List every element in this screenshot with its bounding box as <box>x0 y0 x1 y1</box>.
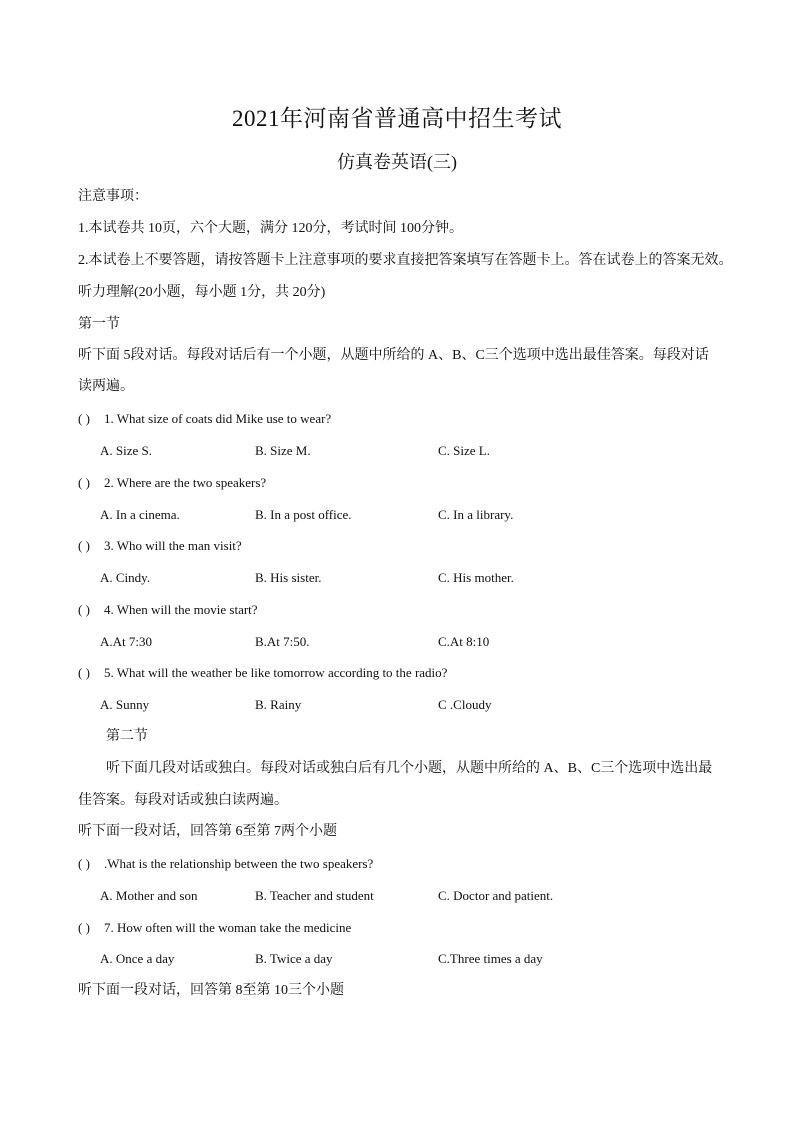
option-c: C. Doctor and patient. <box>438 888 554 903</box>
option-c: C. His mother. <box>438 570 514 585</box>
option-b: B.At 7:50. <box>255 634 310 649</box>
part2-label: 第二节 <box>106 729 148 744</box>
option-c: C.Three times a day <box>438 951 543 966</box>
question-6 <box>78 855 373 873</box>
question-text: .What is the relationship between the two speakers? <box>104 856 374 871</box>
answer-blank[interactable]: ( ) <box>78 856 90 871</box>
part1-label: 第一节 <box>78 317 120 332</box>
notes-item-2: 2.本试卷上不要答题，请按答题卡上注意事项的要求直接把答案填写在答题卡上。答在试卷上的答案无效。 <box>78 253 733 268</box>
option-a: A. Mother and son <box>100 888 198 903</box>
question-text: 3. Who will the man visit? <box>104 538 242 553</box>
question-7 <box>78 919 351 937</box>
option-a: A. Cindy. <box>100 570 151 585</box>
option-c: C .Cloudy <box>438 697 492 712</box>
question-4 <box>78 601 258 619</box>
answer-blank[interactable]: ( ) <box>78 411 90 426</box>
question-text: 7. How often will the woman take the medicine <box>104 920 352 935</box>
question-5 <box>78 664 447 682</box>
part1-instruction-line2: 读两遍。 <box>78 379 134 394</box>
question-text: 2. Where are the two speakers? <box>104 475 267 490</box>
part2-instruction-line2: 佳答案。每段对话或独白读两遍。 <box>78 793 288 808</box>
part2-group1: 听下面一段对话，回答第 6至第 7两个小题 <box>78 824 337 839</box>
option-a: A.At 7:30 <box>100 634 152 649</box>
answer-blank[interactable]: ( ) <box>78 602 90 617</box>
option-b: B. Teacher and student <box>255 888 374 903</box>
option-c: C. In a library. <box>438 507 514 522</box>
option-a: A. Once a day <box>100 951 175 966</box>
option-b: B. His sister. <box>255 570 322 585</box>
question-text: 1. What size of coats did Mike use to wear? <box>104 411 332 426</box>
option-a: A. Size S. <box>100 443 152 458</box>
section-heading: 听力理解(20小题，每小题 1分，共 20分) <box>78 285 326 300</box>
part2-group2: 听下面一段对话，回答第 8至第 10三个小题 <box>78 983 344 998</box>
page-title: 2021年河南省普通高中招生考试 <box>232 106 562 131</box>
option-a: A. Sunny <box>100 697 150 712</box>
notes-heading: 注意事项： <box>78 189 148 204</box>
page-subtitle: 仿真卷英语(三) <box>337 152 457 172</box>
question-1 <box>78 410 331 428</box>
option-b: B. Size M. <box>255 443 311 458</box>
answer-blank[interactable]: ( ) <box>78 920 90 935</box>
answer-blank[interactable]: ( ) <box>78 475 90 490</box>
option-b: B. Twice a day <box>255 951 333 966</box>
answer-blank[interactable]: ( ) <box>78 538 90 553</box>
option-a: A. In a cinema. <box>100 507 180 522</box>
question-text: 5. What will the weather be like tomorrow according to the radio? <box>104 665 448 680</box>
option-b: B. In a post office. <box>255 507 352 522</box>
part1-instruction-line1: 听下面 5段对话。每段对话后有一个小题，从题中所给的 A、B、C三个选项中选出最佳答案。每段对话 <box>78 348 709 363</box>
option-c: C.At 8:10 <box>438 634 490 649</box>
part2-instruction-line1: 听下面几段对话或独白。每段对话或独白后有几个小题，从题中所给的 A、B、C三个选项中选出最 <box>106 761 713 776</box>
question-text: 4. When will the movie start? <box>104 602 258 617</box>
question-2 <box>78 474 266 492</box>
answer-blank[interactable]: ( ) <box>78 665 90 680</box>
notes-item-1: 1.本试卷共 10页，六个大题，满分 120分，考试时间 100分钟。 <box>78 221 463 236</box>
question-3 <box>78 537 242 555</box>
option-c: C. Size L. <box>438 443 490 458</box>
option-b: B. Rainy <box>255 697 302 712</box>
